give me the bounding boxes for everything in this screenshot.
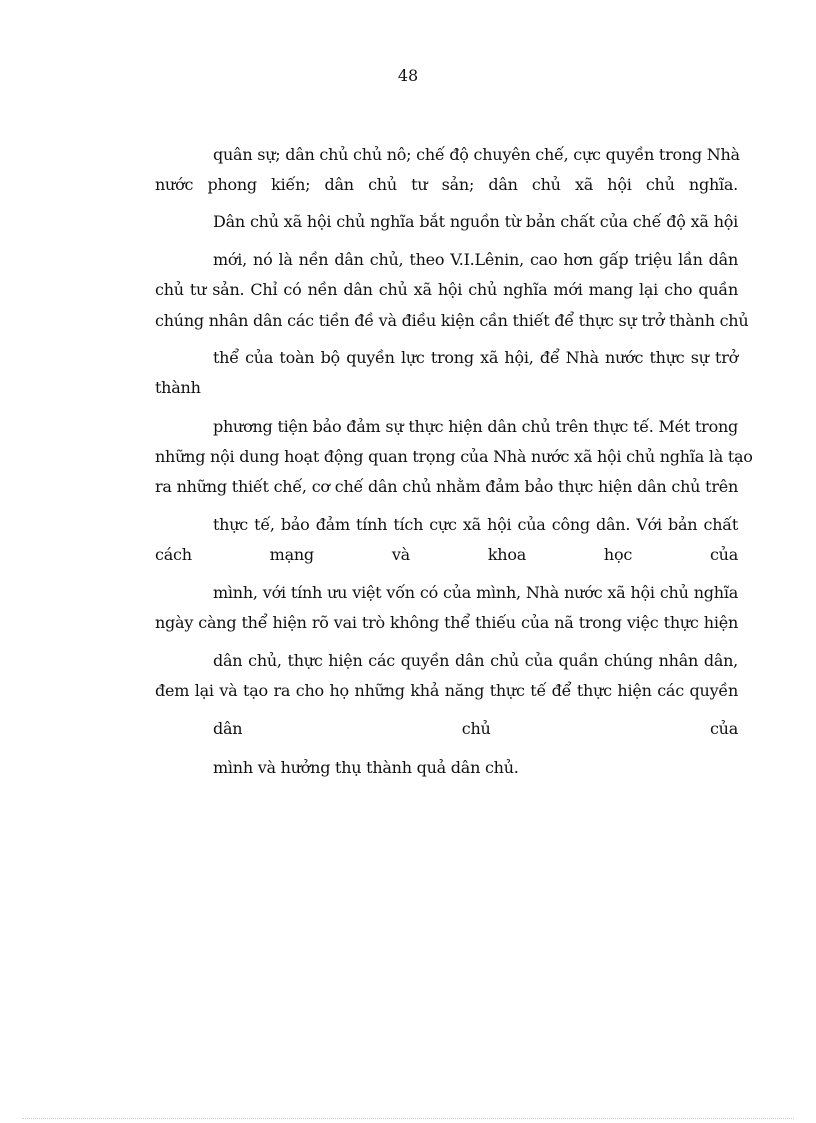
text-line: mình, với tính ưu việt vốn có của mình, Nhà nước xã hội chủ nghĩa: [213, 583, 738, 602]
text-line: nước phong kiến; dân chủ tư sản; dân chủ xã hội chủ nghĩa.: [155, 175, 738, 194]
text-line: thành: [155, 378, 201, 397]
text-line: cách mạng và khoa học của: [155, 545, 738, 564]
text-line: chủ tư sản. Chỉ có nền dân chủ xã hội chủ nghĩa mới mang lại cho quần: [155, 280, 738, 299]
text-line: chúng nhân dân các tiền đề và điều kiện cần thiết để thực sự trở thành chủ: [155, 311, 749, 330]
text-line: mới, nó là nền dân chủ, theo V.I.Lênin, cao hơn gấp triệu lần dân: [213, 250, 738, 269]
page-number: 48: [397, 66, 419, 85]
text-line: ngày càng thể hiện rõ vai trò không thể thiếu của nã trong việc thực hiện: [155, 613, 738, 632]
text-line: phương tiện bảo đảm sự thực hiện dân chủ trên thực tế. Mét trong: [213, 417, 738, 436]
text-line: Dân chủ xã hội chủ nghĩa bắt nguồn từ bản chất của chế độ xã hội: [213, 212, 738, 231]
text-line: ra những thiết chế, cơ chế dân chủ nhằm đảm bảo thực hiện dân chủ trên: [155, 477, 738, 496]
text-line: những nội dung hoạt động quan trọng của Nhà nước xã hội chủ nghĩa là tạo: [155, 447, 753, 466]
text-line: quân sự; dân chủ chủ nô; chế độ chuyên chế, cực quyền trong Nhà: [213, 145, 740, 164]
page-bottom-divider: [22, 1118, 794, 1119]
text-line: thực tế, bảo đảm tính tích cực xã hội của công dân. Với bản chất: [213, 515, 738, 534]
text-line: dân chủ, thực hiện các quyền dân chủ của quần chúng nhân dân,: [213, 651, 738, 670]
text-line: đem lại và tạo ra cho họ những khả năng thực tế để thực hiện các quyền: [155, 681, 738, 700]
text-line: thể của toàn bộ quyền lực trong xã hội, để Nhà nước thực sự trở: [213, 348, 738, 367]
text-line: mình và hưởng thụ thành quả dân chủ.: [213, 758, 519, 777]
text-line: dân chủ của: [213, 719, 738, 738]
